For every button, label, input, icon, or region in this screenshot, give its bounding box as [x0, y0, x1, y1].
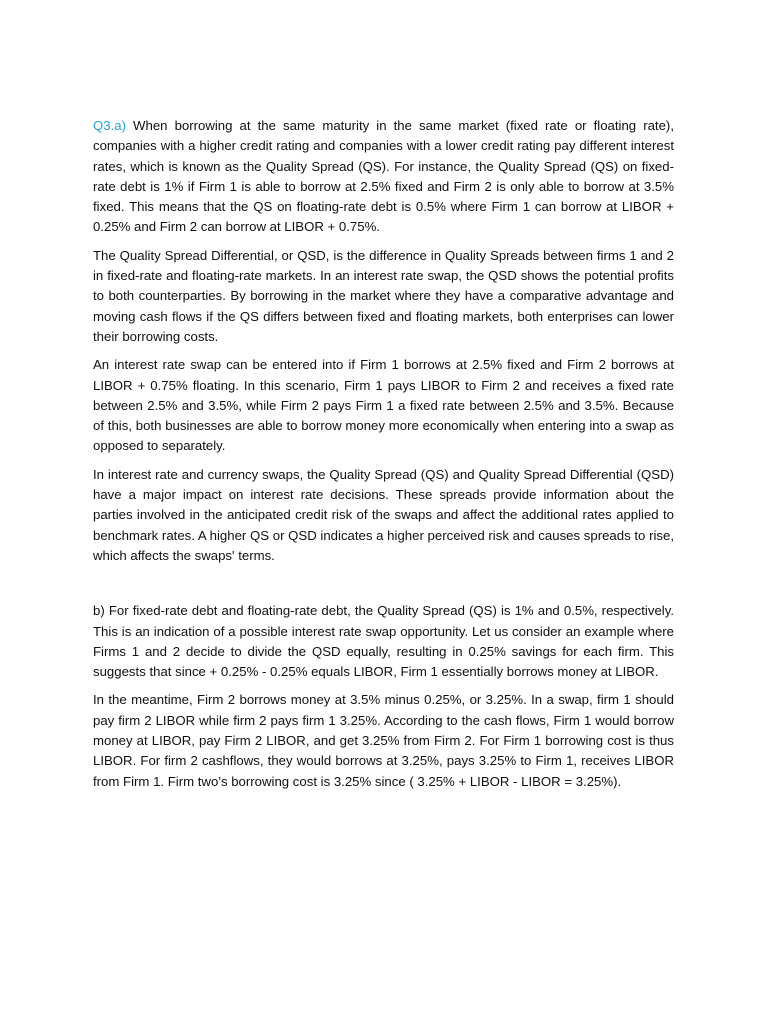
question-label: Q3.a) — [93, 118, 126, 133]
section-a-paragraph-4: In interest rate and currency swaps, the Quality Spread (QS) and Quality Spread Differential (QSD) have a major impact on interest rate decisions. These spreads provide information about the parties involved in the anticipated credit risk of the swaps and affect the additional rates applied to benchmark rates. A higher QS or QSD indicates a higher perceived risk and causes spreads to rise, which affects the swaps' terms. — [93, 466, 674, 563]
section-a-paragraph-1 — [93, 116, 674, 238]
section-divider-space — [93, 574, 674, 601]
section-b-paragraph-1: b) For fixed-rate debt and floating-rate debt, the Quality Spread (QS) is 1% and 0.5%, respectively. This is an indication of a possible interest rate swap opportunity. Let us consider an example where Firms 1 and 2 decide to divide the QSD equally, resulting in 0.25% savings for each firm. This suggests that since + 0.25% - 0.25% equals LIBOR, Firm 1 essentially borrows money at LIBOR. — [93, 603, 674, 680]
section-a-paragraph-3: An interest rate swap can be entered into if Firm 1 borrows at 2.5% fixed and Firm 2 borrows at LIBOR + 0.75% floating. In this scenario, Firm 1 pays LIBOR to Firm 2 and receives a fixed rate between 2.5% and 3.5%, while Firm 2 pays Firm 1 a fixed rate between 2.5% and 3.5%. Because of this, both businesses are able to borrow money more economically when entering into a swap as opposed to separately. — [93, 357, 674, 454]
section-a-paragraph-2: The Quality Spread Differential, or QSD, is the difference in Quality Spreads between firms 1 and 2 in fixed-rate and floating-rate markets. In an interest rate swap, the QSD shows the potential profits to both counterparties. By borrowing in the market where they have a comparative advantage and moving cash flows if the QS differs between fixed and floating markets, both enterprises can lower their borrowing costs. — [93, 247, 674, 344]
document-body — [93, 116, 674, 800]
section-b-paragraph-2: In the meantime, Firm 2 borrows money at 3.5% minus 0.25%, or 3.25%. In a swap, firm 1 should pay firm 2 LIBOR while firm 2 pays firm 1 3.25%. According to the cash flows, Firm 1 would borrow money at LIBOR, pay Firm 2 LIBOR, and get 3.25% from Firm 2. For Firm 1 borrowing cost is thus LIBOR. For firm 2 cashflows, they would borrows at 3.25%, pays 3.25% to Firm 1, receives LIBOR from Firm 1. Firm two’s borrowing cost is 3.25% since ( 3.25% + LIBOR - LIBOR = 3.25%). — [93, 692, 674, 789]
section-a-paragraph-1-text: When borrowing at the same maturity in the same market (fixed rate or floating rate), companies with a higher credit rating and companies with a lower credit rating pay different interest rates, which is known as the Quality Spread (QS). For instance, the Quality Spread (QS) on fixed-rate debt is 1% if Firm 1 is able to borrow at 2.5% fixed and Firm 2 is only able to borrow at 3.5% fixed. This means that the QS on floating-rate debt is 0.5% where Firm 1 can borrow at LIBOR + 0.25% and Firm 2 can borrow at LIBOR + 0.75%. — [93, 118, 674, 235]
